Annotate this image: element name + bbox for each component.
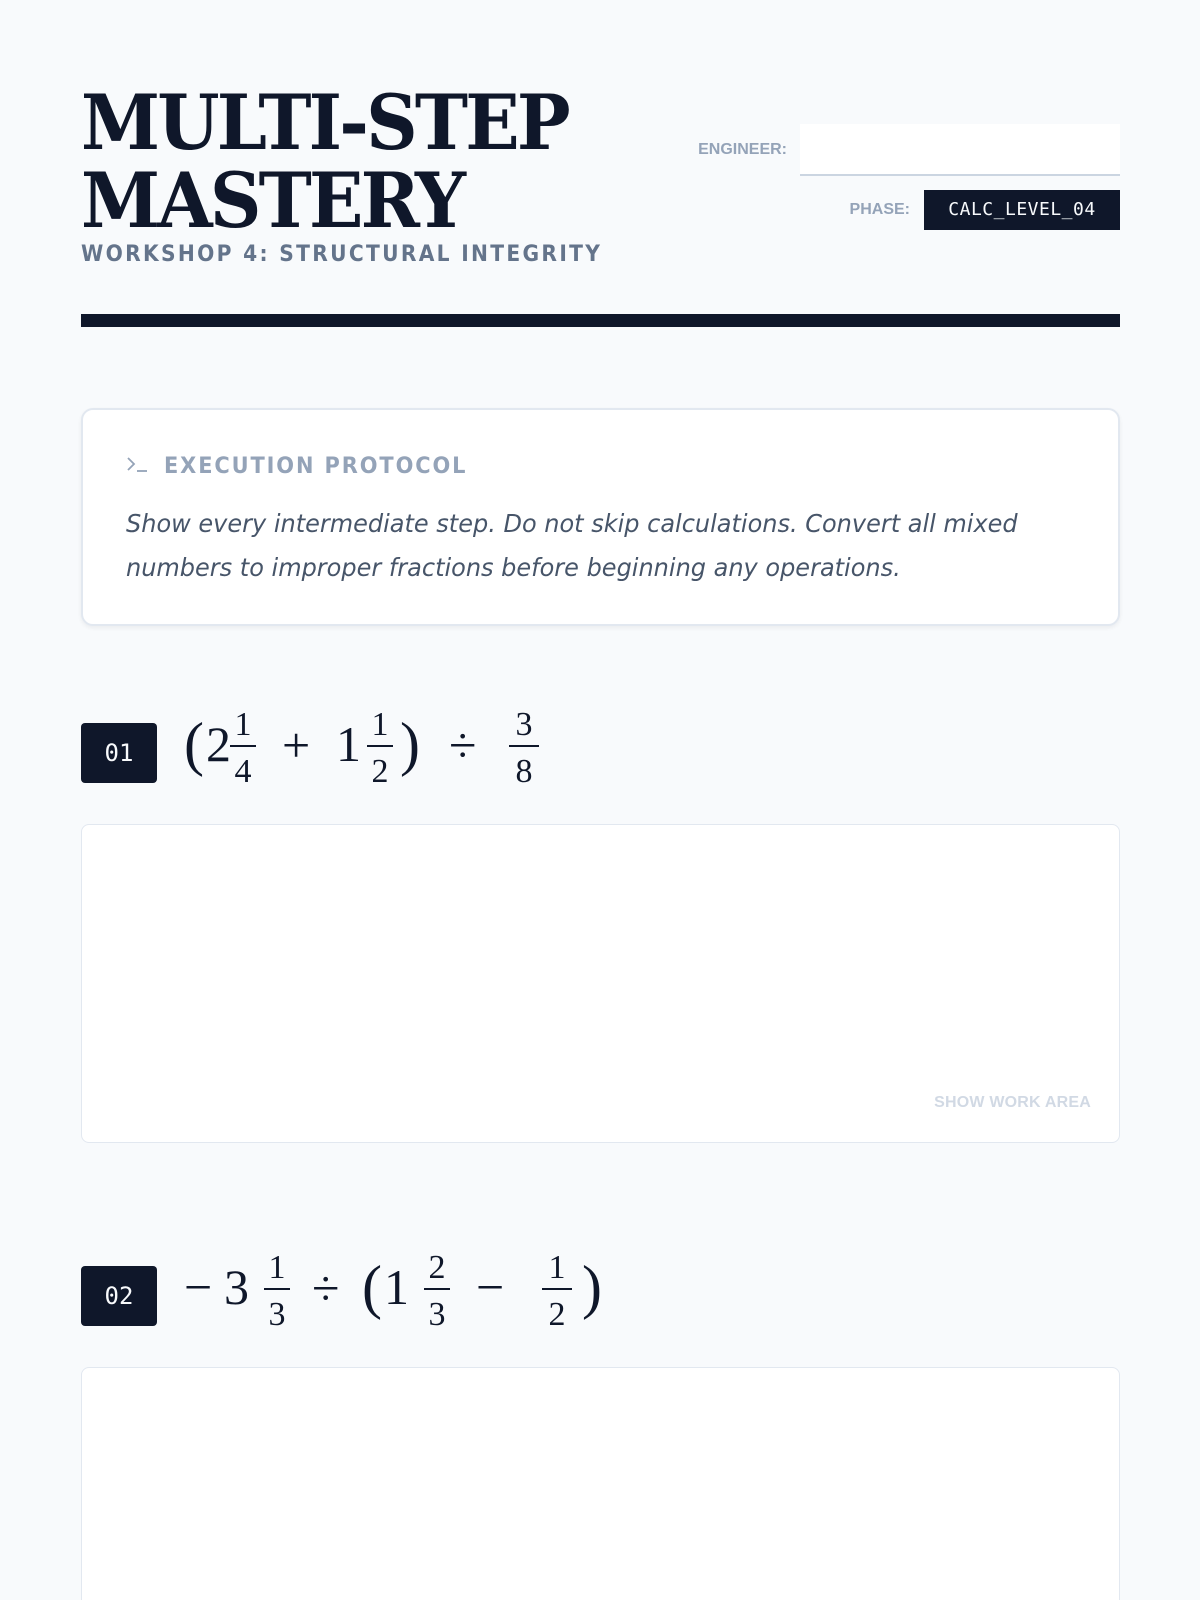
protocol-header <box>126 454 483 479</box>
svg-text:2: 2 <box>428 1249 446 1286</box>
engineer-label: ENGINEER: <box>698 141 787 158</box>
svg-text:3: 3 <box>268 1296 286 1333</box>
expression-1-glyphs <box>184 706 539 790</box>
svg-text:÷: ÷ <box>312 1260 340 1316</box>
execution-protocol-card <box>81 408 1120 626</box>
header-divider <box>81 314 1120 327</box>
phase-label: PHASE: <box>849 201 910 218</box>
protocol-title: EXECUTION PROTOCOL <box>164 454 468 479</box>
svg-text:1: 1 <box>268 1249 286 1286</box>
title-line-1: MULTI-STEP <box>81 78 568 167</box>
svg-text:3: 3 <box>428 1296 446 1333</box>
svg-text:+: + <box>282 717 311 773</box>
svg-text:1: 1 <box>371 706 389 743</box>
svg-text:1: 1 <box>384 1259 409 1315</box>
svg-text:8: 8 <box>515 753 533 790</box>
svg-text:÷: ÷ <box>449 717 477 773</box>
work-area-label: SHOW WORK AREA <box>934 1094 1091 1111</box>
svg-text:1: 1 <box>336 716 361 772</box>
svg-text:2: 2 <box>206 716 231 772</box>
problem-expression <box>184 1243 644 1338</box>
svg-text:4: 4 <box>234 753 252 790</box>
engineer-name-field[interactable] <box>800 124 1120 176</box>
svg-text:(: ( <box>362 1254 382 1320</box>
svg-text:): ) <box>400 711 420 777</box>
svg-text:1: 1 <box>234 706 252 743</box>
title-line-2: MASTERY <box>81 156 464 245</box>
worksheet-page <box>81 0 1120 1600</box>
page-subtitle: WORKSHOP 4: STRUCTURAL INTEGRITY <box>81 242 603 267</box>
svg-text:−: − <box>184 1259 213 1315</box>
show-work-area[interactable] <box>81 824 1120 1143</box>
protocol-instructions: Show every intermediate step. Do not skip calculations. Convert all mixed numbers to improper fractions before beginning any operations. <box>126 509 1018 582</box>
svg-text:3: 3 <box>515 706 533 743</box>
problem-number-badge: 01 <box>81 723 157 783</box>
svg-text:2: 2 <box>548 1296 566 1333</box>
expression-2-glyphs <box>184 1249 602 1333</box>
page-title <box>81 78 568 245</box>
show-work-area[interactable] <box>81 1367 1120 1600</box>
phase-badge: CALC_LEVEL_04 <box>924 190 1120 230</box>
svg-text:3: 3 <box>224 1259 249 1315</box>
problem-number-badge: 02 <box>81 1266 157 1326</box>
svg-text:): ) <box>582 1254 602 1320</box>
terminal-prompt-icon <box>126 454 150 479</box>
svg-text:(: ( <box>184 711 204 777</box>
svg-text:1: 1 <box>548 1249 566 1286</box>
svg-text:−: − <box>476 1259 505 1315</box>
svg-text:2: 2 <box>371 753 389 790</box>
problem-expression <box>184 700 604 795</box>
